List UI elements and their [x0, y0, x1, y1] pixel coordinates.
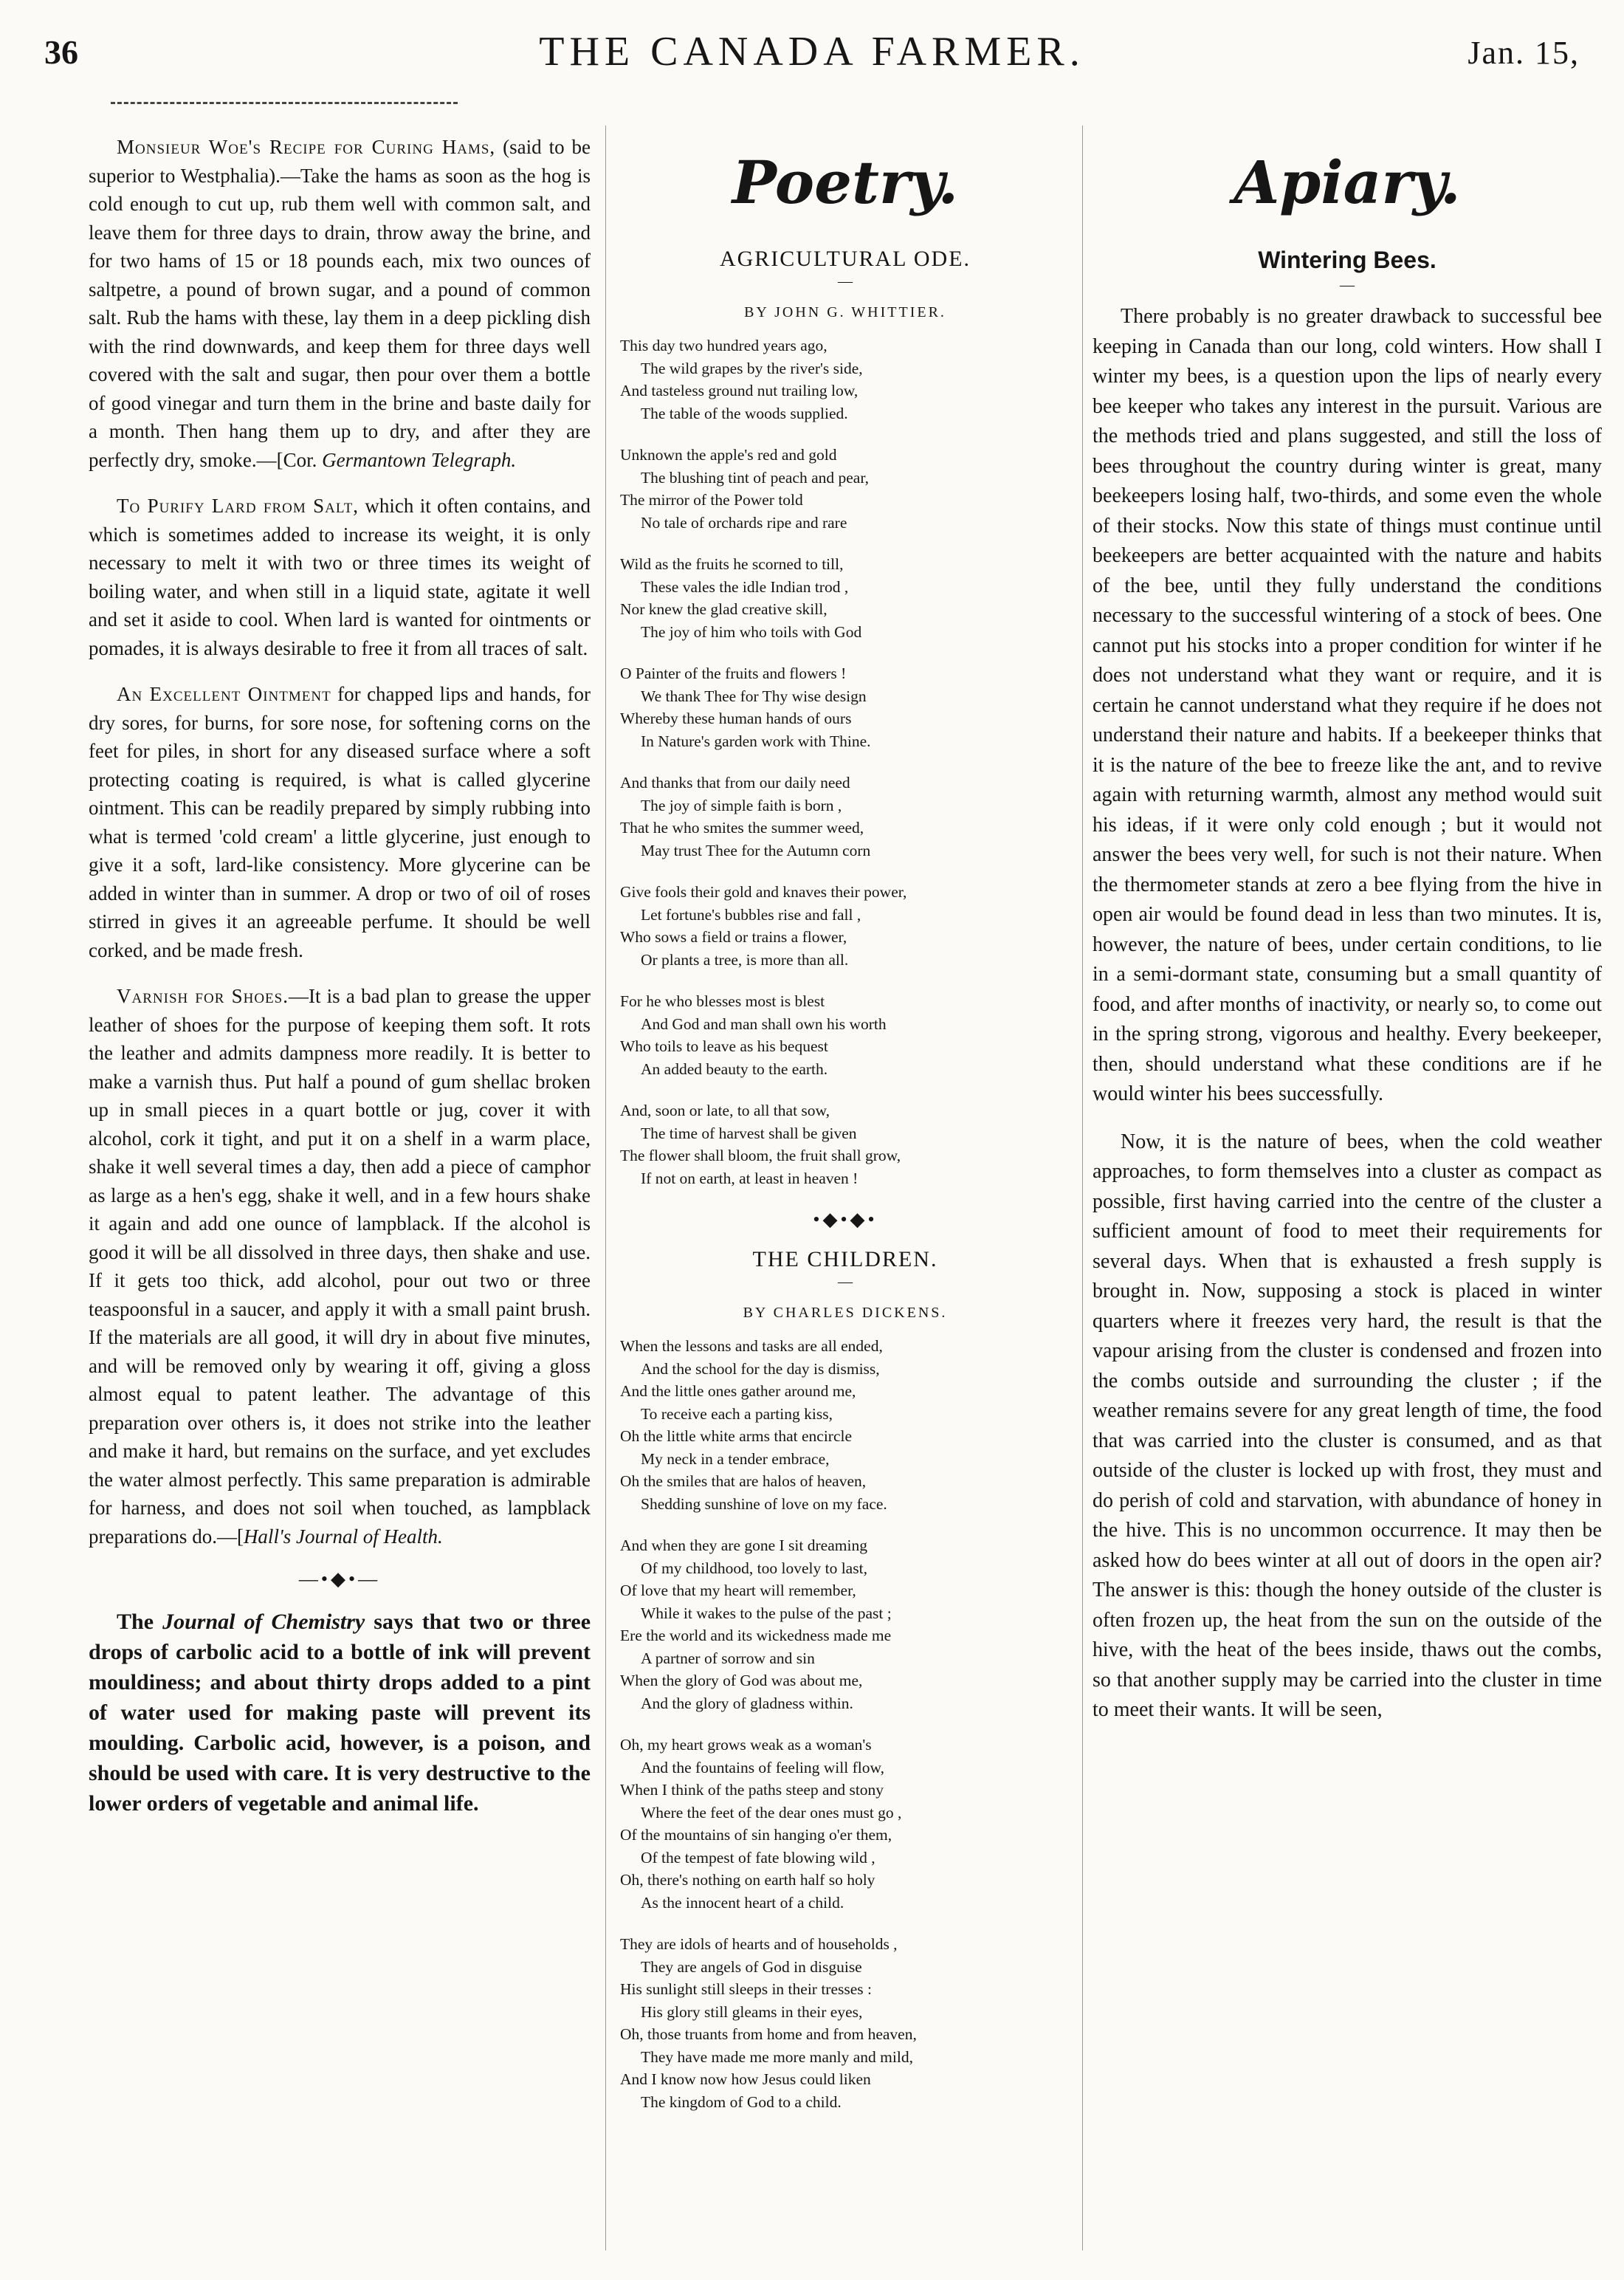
poem-line: Oh the smiles that are halos of heaven, [620, 1472, 867, 1490]
poem-line: O Painter of the fruits and flowers ! [620, 665, 847, 682]
poem-line: While it wakes to the pulse of the past ; [641, 1604, 892, 1622]
poem-stanza [620, 1335, 1070, 1515]
poem-line: To receive each a parting kiss, [641, 1404, 833, 1423]
column-right [1093, 118, 1602, 2265]
newspaper-title: THE CANADA FARMER. [539, 29, 1085, 75]
poem-line: Let fortune's bubbles rise and fall , [641, 905, 861, 924]
poem-separator: •◆•◆• [813, 1209, 878, 1230]
ornament-divider: —•◆•— [298, 1568, 381, 1590]
poem-line: Unknown the apple's red and gold [620, 446, 837, 464]
poem-line: That he who smites the summer weed, [620, 819, 864, 837]
poem-line: And when they are gone I sit dreaming [620, 1536, 867, 1554]
article-title: Wintering Bees. [1258, 247, 1437, 273]
poem-line: The time of harvest shall be given [641, 1124, 857, 1142]
poem-line: Nor knew the glad creative skill, [620, 600, 828, 618]
poem-line: The blushing tint of peach and pear, [641, 468, 869, 487]
article-paragraph: Now, it is the nature of bees, when the cold weather approaches, to form themselves into a cluster as compact as possible, first having carried into the centre of the cluster a sufficient amount of food to meet their requirements for several days. When that is exhausted a fresh supply is brought in. Now, supposing a stock is placed in winter quarters where it freezes very hard, the result is that the vapour arising from the cluster is condensed and frozen into the combs outside and surrounding the cluster ; if the weather remains severe for any great length of time, the food that was carried into the cluster is consumed, and as that outside of the cluster is locked up with frost, they must and do perish of cold and starvation, with abundance of honey in the hive. This is no uncommon occurrence. It may then be asked how do bees winter at all out of doors in the open air? The answer is this: though the honey outside of the cluster is often frozen up, the heat from the sun on the outside of the hive, with the heat of the bees inside, thaws out the combs, so that another supply may be carried into the cluster in time to meet their wants. It will be seen, [1093, 1130, 1602, 1721]
poem-line: Oh, my heart grows weak as a woman's [620, 1736, 872, 1754]
poem-line: They have made me more manly and mild, [641, 2047, 913, 2066]
masthead [44, 22, 1580, 81]
poem-line: And I know now how Jesus could liken [620, 2070, 871, 2088]
poem-line: May trust Thee for the Autumn corn [641, 841, 871, 859]
poem-stanza [620, 334, 1070, 425]
article-lead: Monsieur Woe's Recipe for Curing Hams, [117, 136, 496, 158]
article-citation: Germantown Telegraph. [322, 448, 517, 471]
poem-line: If not on earth, at least in heaven ! [641, 1169, 859, 1187]
article-lead: To Purify Lard from Salt, [117, 495, 359, 517]
article-varnish [89, 982, 591, 1551]
title-dash: — [838, 273, 853, 289]
poem-line: Whereby these human hands of ours [620, 710, 852, 727]
poem-line: Of the mountains of sin hanging o'er them, [620, 1826, 892, 1844]
poem-line: We thank Thee for Thy wise design [641, 687, 867, 705]
poem-line: And, soon or late, to all that sow, [620, 1102, 830, 1119]
poem-stanza [620, 1933, 1070, 2113]
poem-line: No tale of orchards ripe and rare [641, 513, 847, 532]
poem-line: And the school for the day is dismiss, [641, 1359, 880, 1378]
poem-stanza [620, 553, 1070, 643]
poem-line: Who sows a field or trains a flower, [620, 928, 847, 946]
poem-line: The joy of him who toils with God [641, 622, 862, 641]
poem-line: His glory still gleams in their eyes, [641, 2002, 863, 2021]
poem-line: And tasteless ground nut trailing low, [620, 382, 859, 399]
poem-stanza [620, 990, 1070, 1080]
poem-line: His sunlight still sleeps in their tresses : [620, 1980, 872, 1998]
article-lead: An Excellent Ointment [117, 683, 331, 705]
poem-line: The wild grapes by the river's side, [641, 359, 863, 377]
poem-line: They are angels of God in disguise [641, 1957, 862, 1976]
poem-author: BY CHARLES DICKENS. [743, 1305, 948, 1321]
poem-stanza [620, 444, 1070, 534]
poem-line: And thanks that from our daily need [620, 774, 850, 792]
poem-line: And the little ones gather around me, [620, 1382, 856, 1400]
poem-stanza [620, 662, 1070, 752]
poem-stanza [620, 772, 1070, 862]
article-lead: Varnish for Shoes. [117, 985, 289, 1007]
column-divider [605, 126, 606, 2250]
poem-line: An added beauty to the earth. [641, 1060, 828, 1078]
department-heading-poetry: Poetry. [732, 148, 959, 217]
column-divider [1082, 126, 1083, 2250]
poem-line: When the lessons and tasks are all ended, [620, 1337, 883, 1355]
title-dash: — [1340, 277, 1355, 293]
column-middle [620, 118, 1070, 2265]
article-text: says that two or three drops of carbolic acid to a bottle of ink will prevent mouldiness; and about thirty drops added to a pint of water used for making paste will prevent its moulding. Carbolic acid, however, is a poison, and should be used with care. It is very destructive to the lower orders of vegetable and animal life. [89, 1610, 591, 1816]
poem-line: When the glory of God was about me, [620, 1672, 863, 1689]
article-paragraph: There probably is no greater drawback to successful bee keeping in Canada than our long, cold winters. How shall I winter my bees, is a question upon the lips of nearly every bee keeper who takes any interest in the pursuit. Various are the methods tried and plans suggested, and still the loss of bees throughout the country during winter is great, many beekeepers losing half, two-thirds, and some even the whole of their stocks. Now this state of things must continue until beekeepers are better acquainted with the nature and habits of the bee, until they fully understand the conditions necessary to the successful wintering of a stock of bees. One cannot put his stocks into a proper condition for winter if he does not understand what they want or require, and it is certain he cannot understand what they require if he does not understand their nature and habits. If a beekeeper thinks that it is the nature of the bee to freeze like the ant, and to revive again with returning warmth, almost any method would suit his ideas, if it were only cold enough ; but it would not answer the bees very well, for such is not their nature. When the thermometer stands at zero a bee flying from the hive in open air would be found dead in less than two minutes. It is, however, the nature of bees, under certain conditions, to lie in a semi-dormant state, consuming but a small quantity of food, and after months of inactivity, or nearly so, to come out in the spring strong, vigorous and healthy. Every beekeeper, then, should understand what these conditions are if he would winter his bees successfully. [1093, 305, 1602, 1105]
article-lead: The [117, 1610, 154, 1634]
poem-line: Ere the world and its wickedness made me [620, 1627, 892, 1644]
article-text: (said to be superior to Westphalia).—Take the hams as soon as the hog is cold enough to cut up, rub them well with common salt, and leave them for three days to drain, throw away the brine, and for two hams of 15 or 18 pounds each, mix two ounces of saltpetre, a pound of brown sugar, and a pound of common salt. Rub the hams with these, lay them in a deep pickling dish with the rind downwards, and keep them for three days well covered with the salt and sugar, then pour over them a bottle of good vinegar and turn them in the brine and baste daily for a month. Then hang them up to dry, and after they are perfectly dry, smoke.—[Cor. [89, 136, 591, 471]
poem-line: Of the tempest of fate blowing wild , [641, 1848, 875, 1867]
poem-line: Oh, there's nothing on earth half so holy [620, 1871, 875, 1889]
poem-stanza [620, 1099, 1070, 1189]
article-text: which it often contains, and which is sometimes added to increase its weight, it is only necessary to melt it with two or three times its weight of boiling water, and when still in a liquid state, agitate it well and set it aside to cool. When lard is wanted for ointments or pomades, it is always desirable to free it from all traces of salt. [89, 495, 591, 659]
poem-title: AGRICULTURAL ODE. [719, 247, 971, 271]
poem-stanza [620, 1534, 1070, 1714]
poem-the-children [620, 1335, 1070, 2113]
poem-line: Oh, those truants from home and from heaven, [620, 2025, 917, 2043]
poem-line: Who toils to leave as his bequest [620, 1037, 828, 1055]
header-rule [111, 102, 458, 104]
poem-line: This day two hundred years ago, [620, 337, 828, 354]
page-number: 36 [44, 33, 78, 71]
poem-line: Of love that my heart will remember, [620, 1582, 856, 1599]
poem-line: Shedding sunshine of love on my face. [641, 1494, 887, 1513]
poem-line: Of my childhood, too lovely to last, [641, 1559, 867, 1577]
article-ointment [89, 680, 591, 964]
article-text: —It is a bad plan to grease the upper leather of shoes for the purpose of keeping them soft. It rots the leather and admits dampness more readily. It is better to make a varnish thus. Put half a pound of gum shellac broken up in small pieces in a quart bottle or jug, cover it with alcohol, cork it tight, and put it on a shelf in a warm place, shake it well several times a day, then add a piece of camphor as large as a hen's egg, shake it well, and in a few hours shake it again and add one ounce of lampblack. If the alcohol is good it will be all dissolved in three days, then shake and use. If it gets too thick, add alcohol, pour out two or three teaspoonsful in a saucer, and apply it with a small paint brush. If the materials are all good, it will dry in about five minutes, and will be removed only by wearing it off, giving a gloss almost equal to patent leather. The advantage of this preparation over others is, it does not strike into the leather and make it hard, but remains on the surface, and yet excludes the water almost perfectly. This same preparation is admirable for harness, and does not soil when touched, as lampblack preparations do.—[ [89, 985, 591, 1548]
article-ham-recipe [89, 133, 591, 474]
poem-line: The table of the woods supplied. [641, 404, 848, 422]
poem-line: For he who blesses most is blest [620, 992, 825, 1010]
poem-line: And the fountains of feeling will flow, [641, 1758, 884, 1776]
poem-line: A partner of sorrow and sin [641, 1649, 815, 1667]
poem-line: Or plants a tree, is more than all. [641, 950, 849, 969]
poem-line: Give fools their gold and knaves their power, [620, 883, 907, 901]
article-citation: Hall's Journal of Health. [243, 1525, 443, 1548]
poem-line: When I think of the paths steep and stony [620, 1781, 884, 1799]
poem-line: And the glory of gladness within. [641, 1694, 853, 1712]
poem-line: Wild as the fruits he scorned to till, [620, 555, 844, 573]
article-carbolic [89, 1607, 591, 1819]
column-left [89, 118, 591, 2265]
journal-name: Journal of Chemistry [162, 1610, 365, 1634]
issue-date: Jan. 15, [1468, 35, 1580, 71]
poem-stanza [620, 1734, 1070, 1914]
poem-line: These vales the idle Indian trod , [641, 577, 849, 596]
poem-line: The joy of simple faith is born , [641, 796, 842, 814]
poem-line: As the innocent heart of a child. [641, 1893, 844, 1912]
poem-line: My neck in a tender embrace, [641, 1449, 830, 1468]
poem-line: Oh the little white arms that encircle [620, 1427, 853, 1445]
poem-line: The flower shall bloom, the fruit shall grow, [620, 1147, 901, 1164]
poem-agricultural-ode [620, 334, 1070, 1189]
poem-line: And God and man shall own his worth [641, 1014, 887, 1033]
article-purify-lard [89, 492, 591, 662]
poem-line: The mirror of the Power told [620, 491, 803, 509]
department-heading-apiary: Apiary. [1234, 148, 1461, 217]
poem-author: BY JOHN G. WHITTIER. [744, 304, 946, 320]
poem-line: In Nature's garden work with Thine. [641, 732, 871, 750]
poem-line: The kingdom of God to a child. [641, 2092, 842, 2111]
article-text: for chapped lips and hands, for dry sores, for burns, for sore nose, for softening corns on the feet for piles, in short for any diseased surface where a soft protecting coating is required, is what is called glycerine ointment. This can be readily prepared by simply rubbing into what is termed 'cold cream' a little glycerine, just enough to give it a soft, lard-like consistency. More glycerine can be added in winter than in summer. A drop or two of oil of roses stirred in gives it an agreeable perfume. It should be well corked, and be made fresh. [89, 683, 591, 961]
poem-line: They are idols of hearts and of households , [620, 1935, 898, 1953]
poem-stanza [620, 881, 1070, 971]
title-dash: — [838, 1274, 853, 1290]
poem-line: Where the feet of the dear ones must go , [641, 1803, 902, 1821]
poem-title: THE CHILDREN. [752, 1247, 938, 1271]
